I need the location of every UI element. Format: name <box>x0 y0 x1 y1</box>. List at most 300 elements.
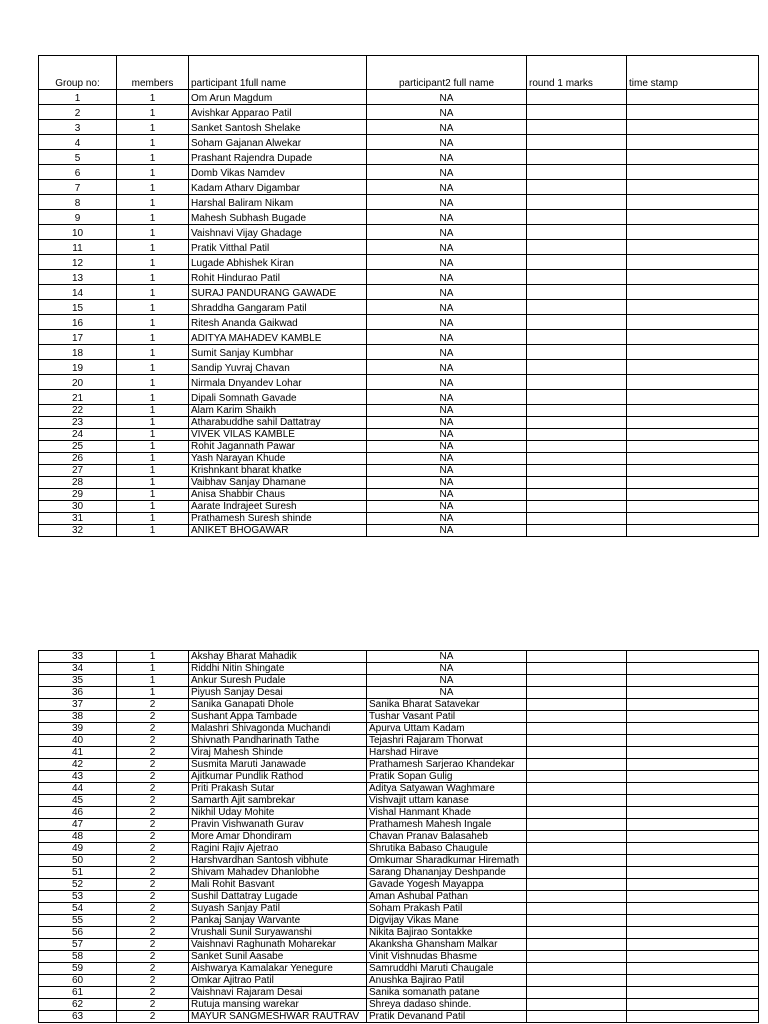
round1-marks-cell <box>527 315 627 330</box>
participant1-cell: Priti Prakash Sutar <box>189 783 367 795</box>
time-stamp-cell <box>627 285 759 300</box>
members-cell: 2 <box>117 819 189 831</box>
members-cell: 1 <box>117 270 189 285</box>
participant1-cell: Susmita Maruti Janawade <box>189 759 367 771</box>
participant1-cell: Ajitkumar Pundlik Rathod <box>189 771 367 783</box>
participant2-cell: Vishal Hanmant Khade <box>367 807 527 819</box>
round1-marks-cell <box>527 699 627 711</box>
group-no-cell: 3 <box>39 120 117 135</box>
participant1-cell: Sanket Santosh Shelake <box>189 120 367 135</box>
participant2-cell: Vishvajit uttam kanase <box>367 795 527 807</box>
members-cell: 1 <box>117 525 189 537</box>
participant1-cell: Sushil Dattatray Lugade <box>189 891 367 903</box>
table-row <box>39 165 759 180</box>
group-no-cell: 47 <box>39 819 117 831</box>
participants-table-1 <box>38 55 759 537</box>
participant2-cell: NA <box>367 195 527 210</box>
round1-marks-cell <box>527 963 627 975</box>
participant2-cell: NA <box>367 525 527 537</box>
participant2-cell: Anushka Bajirao Patil <box>367 975 527 987</box>
participant2-cell: Tushar Vasant Patil <box>367 711 527 723</box>
round1-marks-cell <box>527 903 627 915</box>
table-row <box>39 240 759 255</box>
table-row <box>39 711 759 723</box>
group-no-cell: 49 <box>39 843 117 855</box>
round1-marks-cell <box>527 225 627 240</box>
participant2-cell: Prathamesh Mahesh Ingale <box>367 819 527 831</box>
members-cell: 1 <box>117 501 189 513</box>
time-stamp-cell <box>627 210 759 225</box>
members-cell: 1 <box>117 330 189 345</box>
group-no-cell: 32 <box>39 525 117 537</box>
participant1-cell: Sandip Yuvraj Chavan <box>189 360 367 375</box>
group-no-cell: 8 <box>39 195 117 210</box>
group-no-cell: 63 <box>39 1011 117 1023</box>
participant2-cell: Soham Prakash Patil <box>367 903 527 915</box>
members-cell: 1 <box>117 225 189 240</box>
participant1-cell: Harshal Baliram Nikam <box>189 195 367 210</box>
group-no-cell: 41 <box>39 747 117 759</box>
members-cell: 2 <box>117 783 189 795</box>
members-cell: 2 <box>117 999 189 1011</box>
time-stamp-cell <box>627 663 759 675</box>
time-stamp-cell <box>627 879 759 891</box>
members-cell: 1 <box>117 360 189 375</box>
members-cell: 1 <box>117 429 189 441</box>
time-stamp-cell <box>627 771 759 783</box>
participant1-cell: Piyush Sanjay Desai <box>189 687 367 699</box>
participant1-cell: Sanika Ganapati Dhole <box>189 699 367 711</box>
members-cell: 1 <box>117 135 189 150</box>
group-no-cell: 30 <box>39 501 117 513</box>
time-stamp-cell <box>627 747 759 759</box>
participant1-cell: Akshay Bharat Mahadik <box>189 651 367 663</box>
participant1-cell: Nikhil Uday Mohite <box>189 807 367 819</box>
round1-marks-cell <box>527 477 627 489</box>
participant2-cell: NA <box>367 345 527 360</box>
round1-marks-cell <box>527 927 627 939</box>
table-row <box>39 759 759 771</box>
members-cell: 2 <box>117 1011 189 1023</box>
participant1-cell: Alam Karim Shaikh <box>189 405 367 417</box>
table-row <box>39 105 759 120</box>
table-row <box>39 1011 759 1023</box>
participant1-cell: Sushant Appa Tambade <box>189 711 367 723</box>
time-stamp-cell <box>627 477 759 489</box>
table-row <box>39 663 759 675</box>
group-no-cell: 42 <box>39 759 117 771</box>
participant2-cell: NA <box>367 375 527 390</box>
time-stamp-cell <box>627 939 759 951</box>
time-stamp-cell <box>627 165 759 180</box>
round1-marks-cell <box>527 843 627 855</box>
group-no-cell: 57 <box>39 939 117 951</box>
round1-marks-cell <box>527 771 627 783</box>
group-no-cell: 53 <box>39 891 117 903</box>
table-row <box>39 180 759 195</box>
time-stamp-cell <box>627 843 759 855</box>
round1-marks-cell <box>527 453 627 465</box>
participant1-cell: Malashri Shivagonda Muchandi <box>189 723 367 735</box>
time-stamp-cell <box>627 441 759 453</box>
participant1-cell: Samarth Ajit sambrekar <box>189 795 367 807</box>
round1-marks-cell <box>527 939 627 951</box>
round1-marks-cell <box>527 285 627 300</box>
members-cell: 2 <box>117 831 189 843</box>
members-cell: 2 <box>117 855 189 867</box>
time-stamp-cell <box>627 891 759 903</box>
participant2-cell: Sanika Bharat Satavekar <box>367 699 527 711</box>
table-row <box>39 429 759 441</box>
participant1-cell: Rohit Hindurao Patil <box>189 270 367 285</box>
group-no-cell: 21 <box>39 390 117 405</box>
participant2-cell: NA <box>367 477 527 489</box>
table-row <box>39 417 759 429</box>
group-no-cell: 4 <box>39 135 117 150</box>
table-row <box>39 90 759 105</box>
members-cell: 1 <box>117 240 189 255</box>
participant1-cell: Lugade Abhishek Kiran <box>189 255 367 270</box>
table-row <box>39 699 759 711</box>
participant2-cell: Shrutika Babaso Chaugule <box>367 843 527 855</box>
round1-marks-cell <box>527 855 627 867</box>
participant2-cell: NA <box>367 453 527 465</box>
round1-marks-cell <box>527 651 627 663</box>
table-row <box>39 927 759 939</box>
time-stamp-cell <box>627 915 759 927</box>
members-cell: 1 <box>117 315 189 330</box>
time-stamp-cell <box>627 513 759 525</box>
participant2-cell: NA <box>367 429 527 441</box>
participant2-cell: NA <box>367 150 527 165</box>
table-row <box>39 195 759 210</box>
round1-marks-cell <box>527 999 627 1011</box>
time-stamp-cell <box>627 711 759 723</box>
round1-marks-cell <box>527 489 627 501</box>
time-stamp-cell <box>627 735 759 747</box>
round1-marks-cell <box>527 831 627 843</box>
participant1-cell: Prathamesh Suresh shinde <box>189 513 367 525</box>
participant1-cell: Vaishnavi Raghunath Moharekar <box>189 939 367 951</box>
participant2-cell: NA <box>367 417 527 429</box>
table-row <box>39 771 759 783</box>
round1-marks-cell <box>527 759 627 771</box>
participant2-cell: Apurva Uttam Kadam <box>367 723 527 735</box>
round1-marks-cell <box>527 465 627 477</box>
round1-marks-cell <box>527 441 627 453</box>
table-row <box>39 879 759 891</box>
table-row <box>39 795 759 807</box>
time-stamp-cell <box>627 135 759 150</box>
members-cell: 2 <box>117 975 189 987</box>
table-row <box>39 285 759 300</box>
round1-marks-cell <box>527 375 627 390</box>
time-stamp-cell <box>627 405 759 417</box>
group-no-cell: 40 <box>39 735 117 747</box>
time-stamp-cell <box>627 270 759 285</box>
participant1-cell: Krishnkant bharat khatke <box>189 465 367 477</box>
members-cell: 2 <box>117 987 189 999</box>
table-row <box>39 441 759 453</box>
participant1-cell: Soham Gajanan Alwekar <box>189 135 367 150</box>
members-cell: 1 <box>117 345 189 360</box>
time-stamp-cell <box>627 501 759 513</box>
round1-marks-cell <box>527 405 627 417</box>
participant1-cell: Shivnath Pandharinath Tathe <box>189 735 367 747</box>
round1-marks-cell <box>527 135 627 150</box>
participant2-cell: Sanika somanath patane <box>367 987 527 999</box>
group-no-cell: 7 <box>39 180 117 195</box>
participant2-cell: NA <box>367 210 527 225</box>
participant1-cell: Atharabuddhe sahil Dattatray <box>189 417 367 429</box>
table-row <box>39 477 759 489</box>
time-stamp-cell <box>627 255 759 270</box>
participants-table-2 <box>38 650 759 1023</box>
table-row <box>39 465 759 477</box>
table-row <box>39 783 759 795</box>
time-stamp-cell <box>627 240 759 255</box>
round1-marks-cell <box>527 345 627 360</box>
time-stamp-cell <box>627 831 759 843</box>
participant2-cell: Tejashri Rajaram Thorwat <box>367 735 527 747</box>
participant1-cell: Aishwarya Kamalakar Yenegure <box>189 963 367 975</box>
participant1-cell: Vaishnavi Rajaram Desai <box>189 987 367 999</box>
participant2-cell: Prathamesh Sarjerao Khandekar <box>367 759 527 771</box>
group-no-cell: 16 <box>39 315 117 330</box>
participant2-cell: NA <box>367 501 527 513</box>
round1-marks-cell <box>527 723 627 735</box>
time-stamp-cell <box>627 975 759 987</box>
participant1-cell: Pratik Vitthal Patil <box>189 240 367 255</box>
participant1-cell: More Amar Dhondiram <box>189 831 367 843</box>
participant1-cell: Pravin Vishwanath Gurav <box>189 819 367 831</box>
members-cell: 1 <box>117 465 189 477</box>
members-cell: 1 <box>117 405 189 417</box>
group-no-cell: 26 <box>39 453 117 465</box>
table-row <box>39 867 759 879</box>
group-no-cell: 48 <box>39 831 117 843</box>
group-no-cell: 34 <box>39 663 117 675</box>
members-cell: 2 <box>117 963 189 975</box>
round1-marks-cell <box>527 150 627 165</box>
members-cell: 2 <box>117 951 189 963</box>
participant2-cell: NA <box>367 225 527 240</box>
participant2-cell: Vinit Vishnudas Bhasme <box>367 951 527 963</box>
table-row <box>39 405 759 417</box>
table-row <box>39 831 759 843</box>
table-row <box>39 150 759 165</box>
round1-marks-cell <box>527 675 627 687</box>
participant1-cell: Rutuja mansing warekar <box>189 999 367 1011</box>
participant1-cell: Dipali Somnath Gavade <box>189 390 367 405</box>
participant2-cell: NA <box>367 120 527 135</box>
time-stamp-cell <box>627 1011 759 1023</box>
group-no-cell: 51 <box>39 867 117 879</box>
time-stamp-cell <box>627 90 759 105</box>
participant2-cell: Gavade Yogesh Mayappa <box>367 879 527 891</box>
round1-marks-cell <box>527 915 627 927</box>
group-no-cell: 55 <box>39 915 117 927</box>
table-row <box>39 330 759 345</box>
round1-marks-cell <box>527 417 627 429</box>
round1-marks-cell <box>527 891 627 903</box>
time-stamp-cell <box>627 390 759 405</box>
members-cell: 1 <box>117 375 189 390</box>
members-cell: 2 <box>117 927 189 939</box>
participant2-cell: NA <box>367 300 527 315</box>
round1-marks-cell <box>527 795 627 807</box>
members-cell: 2 <box>117 711 189 723</box>
header-group-no: Group no: <box>39 56 117 90</box>
participant1-cell: Mali Rohit Basvant <box>189 879 367 891</box>
participant2-cell: Aditya Satyawan Waghmare <box>367 783 527 795</box>
members-cell: 1 <box>117 489 189 501</box>
round1-marks-cell <box>527 255 627 270</box>
time-stamp-cell <box>627 675 759 687</box>
round1-marks-cell <box>527 687 627 699</box>
table-row <box>39 891 759 903</box>
group-no-cell: 62 <box>39 999 117 1011</box>
header-members: members <box>117 56 189 90</box>
round1-marks-cell <box>527 747 627 759</box>
members-cell: 1 <box>117 165 189 180</box>
time-stamp-cell <box>627 903 759 915</box>
group-no-cell: 31 <box>39 513 117 525</box>
participant2-cell: NA <box>367 441 527 453</box>
table-row <box>39 360 759 375</box>
time-stamp-cell <box>627 525 759 537</box>
round1-marks-cell <box>527 711 627 723</box>
group-no-cell: 37 <box>39 699 117 711</box>
group-no-cell: 24 <box>39 429 117 441</box>
table-row <box>39 951 759 963</box>
group-no-cell: 9 <box>39 210 117 225</box>
group-no-cell: 39 <box>39 723 117 735</box>
time-stamp-cell <box>627 453 759 465</box>
round1-marks-cell <box>527 120 627 135</box>
time-stamp-cell <box>627 105 759 120</box>
group-no-cell: 45 <box>39 795 117 807</box>
participant2-cell: NA <box>367 165 527 180</box>
table-row <box>39 963 759 975</box>
time-stamp-cell <box>627 651 759 663</box>
table-row <box>39 300 759 315</box>
participant2-cell: Pratik Sopan Gulig <box>367 771 527 783</box>
members-cell: 1 <box>117 105 189 120</box>
round1-marks-cell <box>527 819 627 831</box>
participant2-cell: NA <box>367 675 527 687</box>
members-cell: 1 <box>117 285 189 300</box>
table-row <box>39 675 759 687</box>
table-row <box>39 525 759 537</box>
members-cell: 2 <box>117 735 189 747</box>
table-row <box>39 723 759 735</box>
time-stamp-cell <box>627 180 759 195</box>
participant2-cell: Akanksha Ghansham Malkar <box>367 939 527 951</box>
table-row <box>39 999 759 1011</box>
participant1-cell: VIVEK VILAS KAMBLE <box>189 429 367 441</box>
round1-marks-cell <box>527 663 627 675</box>
participant2-cell: NA <box>367 663 527 675</box>
participant1-cell: Aarate Indrajeet Suresh <box>189 501 367 513</box>
time-stamp-cell <box>627 465 759 477</box>
round1-marks-cell <box>527 90 627 105</box>
participant1-cell: Rohit Jagannath Pawar <box>189 441 367 453</box>
members-cell: 1 <box>117 477 189 489</box>
members-cell: 2 <box>117 867 189 879</box>
members-cell: 1 <box>117 651 189 663</box>
participant2-cell: NA <box>367 270 527 285</box>
table-row <box>39 915 759 927</box>
round1-marks-cell <box>527 513 627 525</box>
group-no-cell: 5 <box>39 150 117 165</box>
time-stamp-cell <box>627 330 759 345</box>
round1-marks-cell <box>527 180 627 195</box>
group-no-cell: 43 <box>39 771 117 783</box>
members-cell: 1 <box>117 663 189 675</box>
participant1-cell: Avishkar Apparao Patil <box>189 105 367 120</box>
time-stamp-cell <box>627 867 759 879</box>
members-cell: 1 <box>117 210 189 225</box>
participant2-cell: NA <box>367 255 527 270</box>
members-cell: 2 <box>117 795 189 807</box>
members-cell: 2 <box>117 843 189 855</box>
group-no-cell: 6 <box>39 165 117 180</box>
members-cell: 2 <box>117 879 189 891</box>
table-row <box>39 120 759 135</box>
participant2-cell: Shreya dadaso shinde. <box>367 999 527 1011</box>
participant1-cell: Anisa Shabbir Chaus <box>189 489 367 501</box>
round1-marks-cell <box>527 195 627 210</box>
participant1-cell: Yash Narayan Khude <box>189 453 367 465</box>
group-no-cell: 44 <box>39 783 117 795</box>
time-stamp-cell <box>627 699 759 711</box>
participant1-cell: Suyash Sanjay Patil <box>189 903 367 915</box>
group-no-cell: 33 <box>39 651 117 663</box>
members-cell: 1 <box>117 453 189 465</box>
members-cell: 1 <box>117 120 189 135</box>
table-row <box>39 270 759 285</box>
participant2-cell: Chavan Pranav Balasaheb <box>367 831 527 843</box>
round1-marks-cell <box>527 501 627 513</box>
time-stamp-cell <box>627 819 759 831</box>
members-cell: 1 <box>117 417 189 429</box>
participant1-cell: Harshvardhan Santosh vibhute <box>189 855 367 867</box>
participant1-cell: Nirmala Dnyandev Lohar <box>189 375 367 390</box>
header-row <box>39 56 759 90</box>
time-stamp-cell <box>627 999 759 1011</box>
participant1-cell: Ritesh Ananda Gaikwad <box>189 315 367 330</box>
time-stamp-cell <box>627 927 759 939</box>
table-row <box>39 903 759 915</box>
time-stamp-cell <box>627 987 759 999</box>
round1-marks-cell <box>527 165 627 180</box>
header-time-stamp: time stamp <box>627 56 759 90</box>
participant1-cell: ADITYA MAHADEV KAMBLE <box>189 330 367 345</box>
table-row <box>39 651 759 663</box>
participant1-cell: Vaishnavi Vijay Ghadage <box>189 225 367 240</box>
participant2-cell: NA <box>367 240 527 255</box>
table-row <box>39 939 759 951</box>
time-stamp-cell <box>627 225 759 240</box>
table-row <box>39 687 759 699</box>
participant1-cell: Ragini Rajiv Ajetrao <box>189 843 367 855</box>
members-cell: 1 <box>117 441 189 453</box>
members-cell: 1 <box>117 195 189 210</box>
time-stamp-cell <box>627 723 759 735</box>
table-row <box>39 345 759 360</box>
members-cell: 2 <box>117 939 189 951</box>
